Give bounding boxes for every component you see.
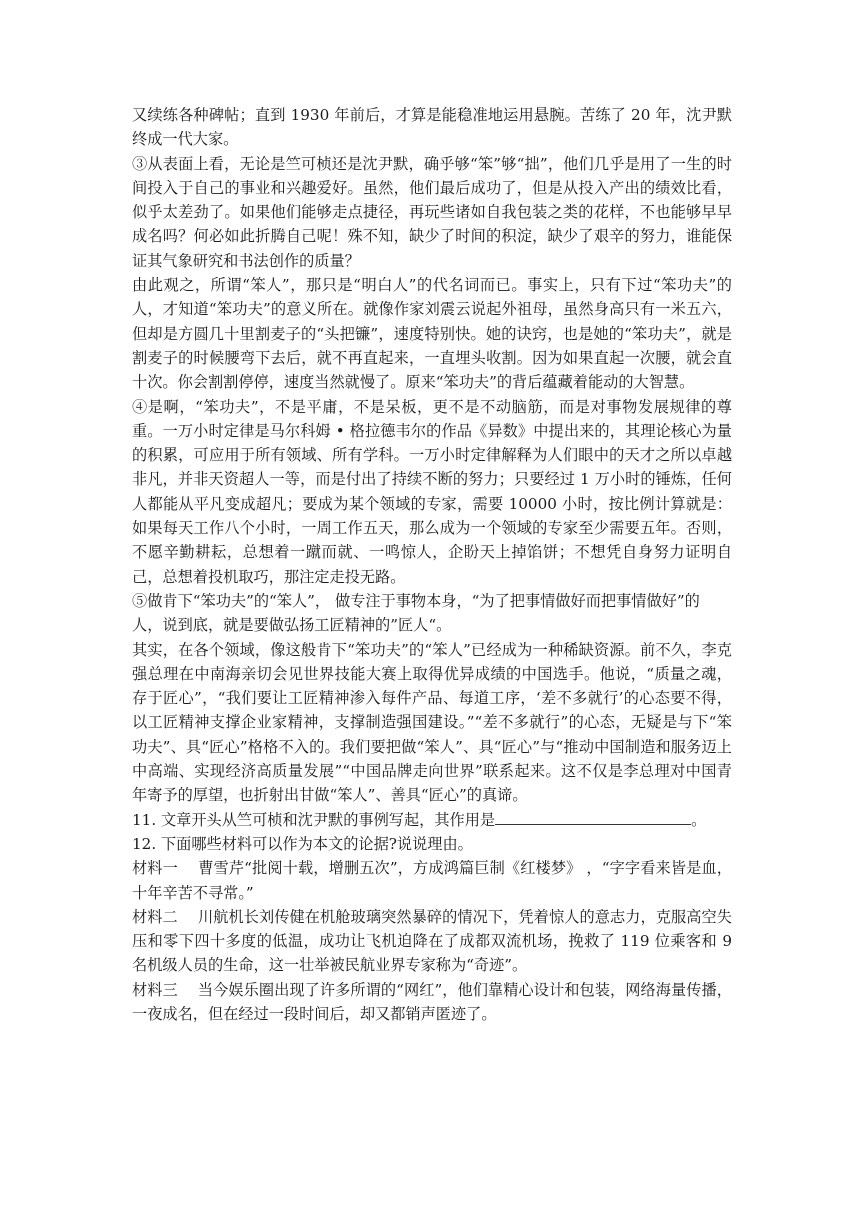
paragraph-intro-continuation: 又续练各种碑帖；直到 1930 年前后，才算是能稳准地运用悬腕。苦练了 20 年，沈尹默终成一代大家。 — [132, 106, 732, 149]
material-2: 材料二 川航机长刘传健在机舱玻璃突然暴碎的情况下，凭着惊人的意志力，克服高空失压和零下四十多度的低温，成功让飞机迫降在了成都双流机场，挽救了 119 位乘客和 9 名机级人员的生命，这一壮举被民航业界专家称为“奇迹”。 — [132, 907, 732, 975]
paragraph-5-continued: 其实，在各个领域，像这般肯下“笨功夫”的“笨人”已经成为一种稀缺资源。前不久，李克强总理在中南海亲切会见世界技能大赛上取得优异成绩的中国选手。他说，“质量之魂，存于匠心”，“我们要让工匠精神渗入每件产品、每道工序，‘差不多就行’的心态要不得，以工匠精神支撑企业家精神，支撑制造强国建设。”“差不多就行”的心态，无疑是与下“笨功夫”、具“匠心”格格不入的。我们要把做“笨人”、具“匠心”与“推动中国制造和服务迈上中高端、实现经济高质量发展”“中国品牌走向世界”联系起来。这不仅是李总理对中国青年寄予的厚望，也折射出甘做“笨人”、善具“匠心”的真谛。 — [132, 640, 732, 805]
paragraph-4: ④是啊，“笨功夫”，不是平庸，不是呆板，更不是不动脑筋，而是对事物发展规律的尊重。一万小时定律是马尔科姆 • 格拉德韦尔的作品《异数》中提出来的，其理论核心为量的积累，可应用于所有领域、所有学科。一万小时定律解释为人们眼中的天才之所以卓越非凡，并非天资超人一等，而是付出了持续不断的努力；只要经过 1 万小时的锤炼，任何人都能从平凡变成超凡；要成为某个领域的专家，需要 10000 小时，按比例计算就是：如果每天工作八个小时，一周工作五天，那么成为一个领域的专家至少需要五年。否则，不愿辛勤耕耘，总想着一蹴而就、一鸣惊人，企盼天上掉馅饼；不想凭自身努力证明自己，总想着投机取巧，那注定走投无路。 — [132, 397, 732, 586]
question-12: 12. 下面哪些材料可以作为本文的论据?说说理由。 — [132, 834, 473, 853]
question-11-end: 。 — [691, 810, 707, 829]
document-page — [132, 103, 732, 1026]
question-11 — [132, 808, 732, 832]
answer-blank[interactable] — [495, 810, 691, 825]
paragraph-3: ③从表面上看，无论是竺可桢还是沈尹默，确乎够“笨”够“拙”，他们几乎是用了一生的时间投入于自己的事业和兴趣爱好。虽然，他们最后成功了，但是从投入产出的绩效比看，似乎太差劲了。如果他们能够走点捷径，再玩些诸如自我包装之类的花样，不也能够早早成名吗？何必如此折腾自己呢！殊不知，缺少了时间的积淀，缺少了艰辛的努力，谁能保证其气象研究和书法创作的质量？ — [132, 154, 732, 270]
paragraph-3-continued: 由此观之，所谓“笨人”，那只是“明白人”的代名词而已。事实上，只有下过“笨功夫”的人，才知道“笨功夫”的意义所在。就像作家刘震云说起外祖母，虽然身高只有一米五六，但却是方圆几十里割麦子的“头把镰”，速度特别快。她的诀窍，也是她的“笨功夫”，就是割麦子的时候腰弯下去后，就不再直起来，一直埋头收割。因为如果直起一次腰，就会直十次。你会割割停停，速度当然就慢了。原来“笨功夫”的背后蕴藏着能动的大智慧。 — [132, 276, 732, 392]
material-1: 材料一 曹雪芹“批阅十载，增删五次”，方成鸿篇巨制《红楼梦》 ，“字字看来皆是血，十年辛苦不寻常。” — [132, 859, 732, 902]
paragraph-5: ⑤做肯下“笨功夫”的“笨人”， 做专注于事物本身，“为了把事情做好而把事情做好”的人，说到底，就是要做弘扬工匠精神的”匠人“。 — [132, 591, 700, 635]
question-11-text: 11. 文章开头从竺可桢和沈尹默的事例写起，其作用是 — [132, 810, 496, 829]
material-3: 材料三 当今娱乐圈出现了许多所谓的“网红”，他们靠精心设计和包装，网络海量传播，一夜成名，但在经过一段时间后，却又都销声匿迹了。 — [132, 980, 732, 1023]
